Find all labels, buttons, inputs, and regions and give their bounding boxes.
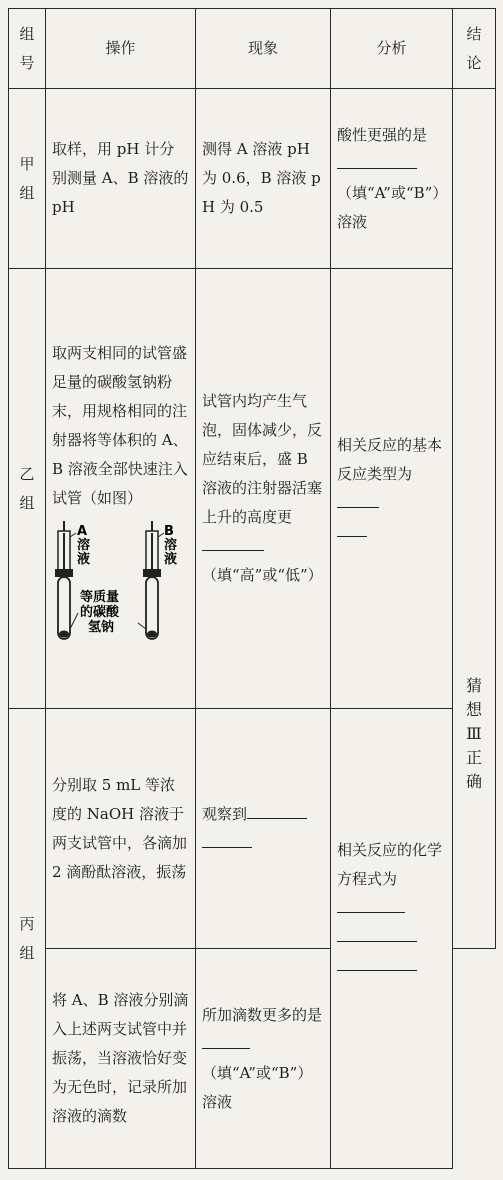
yi-reaction-type-blank[interactable] (337, 507, 379, 508)
row-yi (9, 269, 496, 709)
bing-operation-1: 分别取 5 mL 等浓度的 NaOH 溶液于两支试管中，各滴加 2 滴酚酞溶液，振荡 (46, 709, 196, 949)
yi-analysis: 相关反应的基本反应类型为 (331, 269, 453, 709)
group-yi-name: 乙 组 (9, 269, 46, 709)
header-phenomenon: 现象 (196, 9, 331, 89)
group-jia-name: 甲 组 (9, 89, 46, 269)
bing-equation-blank[interactable] (337, 912, 405, 913)
label-a-line2: 溶 (77, 537, 91, 553)
yi-operation: 取两支相同的试管盛足量的碳酸氢钠粉末，用规格相同的注射器将等体积的 A、B 溶液全部快速注入试管（如图） A 溶 液 B 溶 液 等质量 的碳酸 氢钠 (46, 269, 196, 709)
label-a-line3: 液 (77, 551, 91, 567)
header-analysis: 分析 (331, 9, 453, 89)
bing-equation-blank-2[interactable] (337, 941, 417, 942)
label-b-line2: 溶 (164, 537, 178, 553)
bing-observe-blank-2[interactable] (202, 847, 252, 848)
bing-observe-blank[interactable] (247, 818, 307, 819)
conclusion-cell: 猜 想 Ⅲ 正 确 (453, 89, 496, 949)
jia-operation: 取样，用 pH 计分别测量 A、B 溶液的 pH (46, 89, 196, 269)
label-center-line1: 等质量 (80, 589, 120, 605)
yi-height-blank[interactable] (202, 550, 264, 551)
syringe-figure (52, 519, 189, 649)
header-row (9, 9, 496, 89)
bing-drops-blank[interactable] (202, 1048, 250, 1049)
label-center-line2: 的碳酸 (80, 604, 120, 620)
experiment-table (8, 8, 496, 1169)
bing-phenomenon-1: 观察到 (196, 709, 331, 949)
jia-analysis: 酸性更强的是（填“A”或“B”）溶液 (331, 89, 453, 269)
row-bing-1 (9, 709, 496, 949)
header-group: 组 号 (9, 9, 46, 89)
row-jia (9, 89, 496, 269)
bing-phenomenon-2: 所加滴数更多的是（填“A”或“B”）溶液 (196, 949, 331, 1169)
label-center-line3: 氢钠 (88, 619, 115, 635)
syringe-tube-illustration (52, 519, 190, 649)
label-a: A (77, 523, 88, 539)
jia-answer-blank[interactable] (337, 168, 417, 169)
header-conclusion: 结 论 (453, 9, 496, 89)
yi-reaction-type-blank-2[interactable] (337, 536, 367, 537)
bing-analysis: 相关反应的化学方程式为 (331, 709, 453, 1169)
bing-operation-2: 将 A、B 溶液分别滴入上述两支试管中并振荡，当溶液恰好变为无色时，记录所加溶液的滴数 (46, 949, 196, 1169)
header-operation: 操作 (46, 9, 196, 89)
yi-phenomenon: 试管内均产生气泡，固体减少，反应结束后，盛 B 溶液的注射器活塞上升的高度更 （填“高”或“低”） (196, 269, 331, 709)
label-b: B (164, 523, 174, 539)
group-bing-name: 丙 组 (9, 709, 46, 1169)
jia-phenomenon: 测得 A 溶液 pH 为 0.6，B 溶液 pH 为 0.5 (196, 89, 331, 269)
bing-equation-blank-3[interactable] (337, 970, 417, 971)
label-b-line3: 液 (164, 551, 178, 567)
